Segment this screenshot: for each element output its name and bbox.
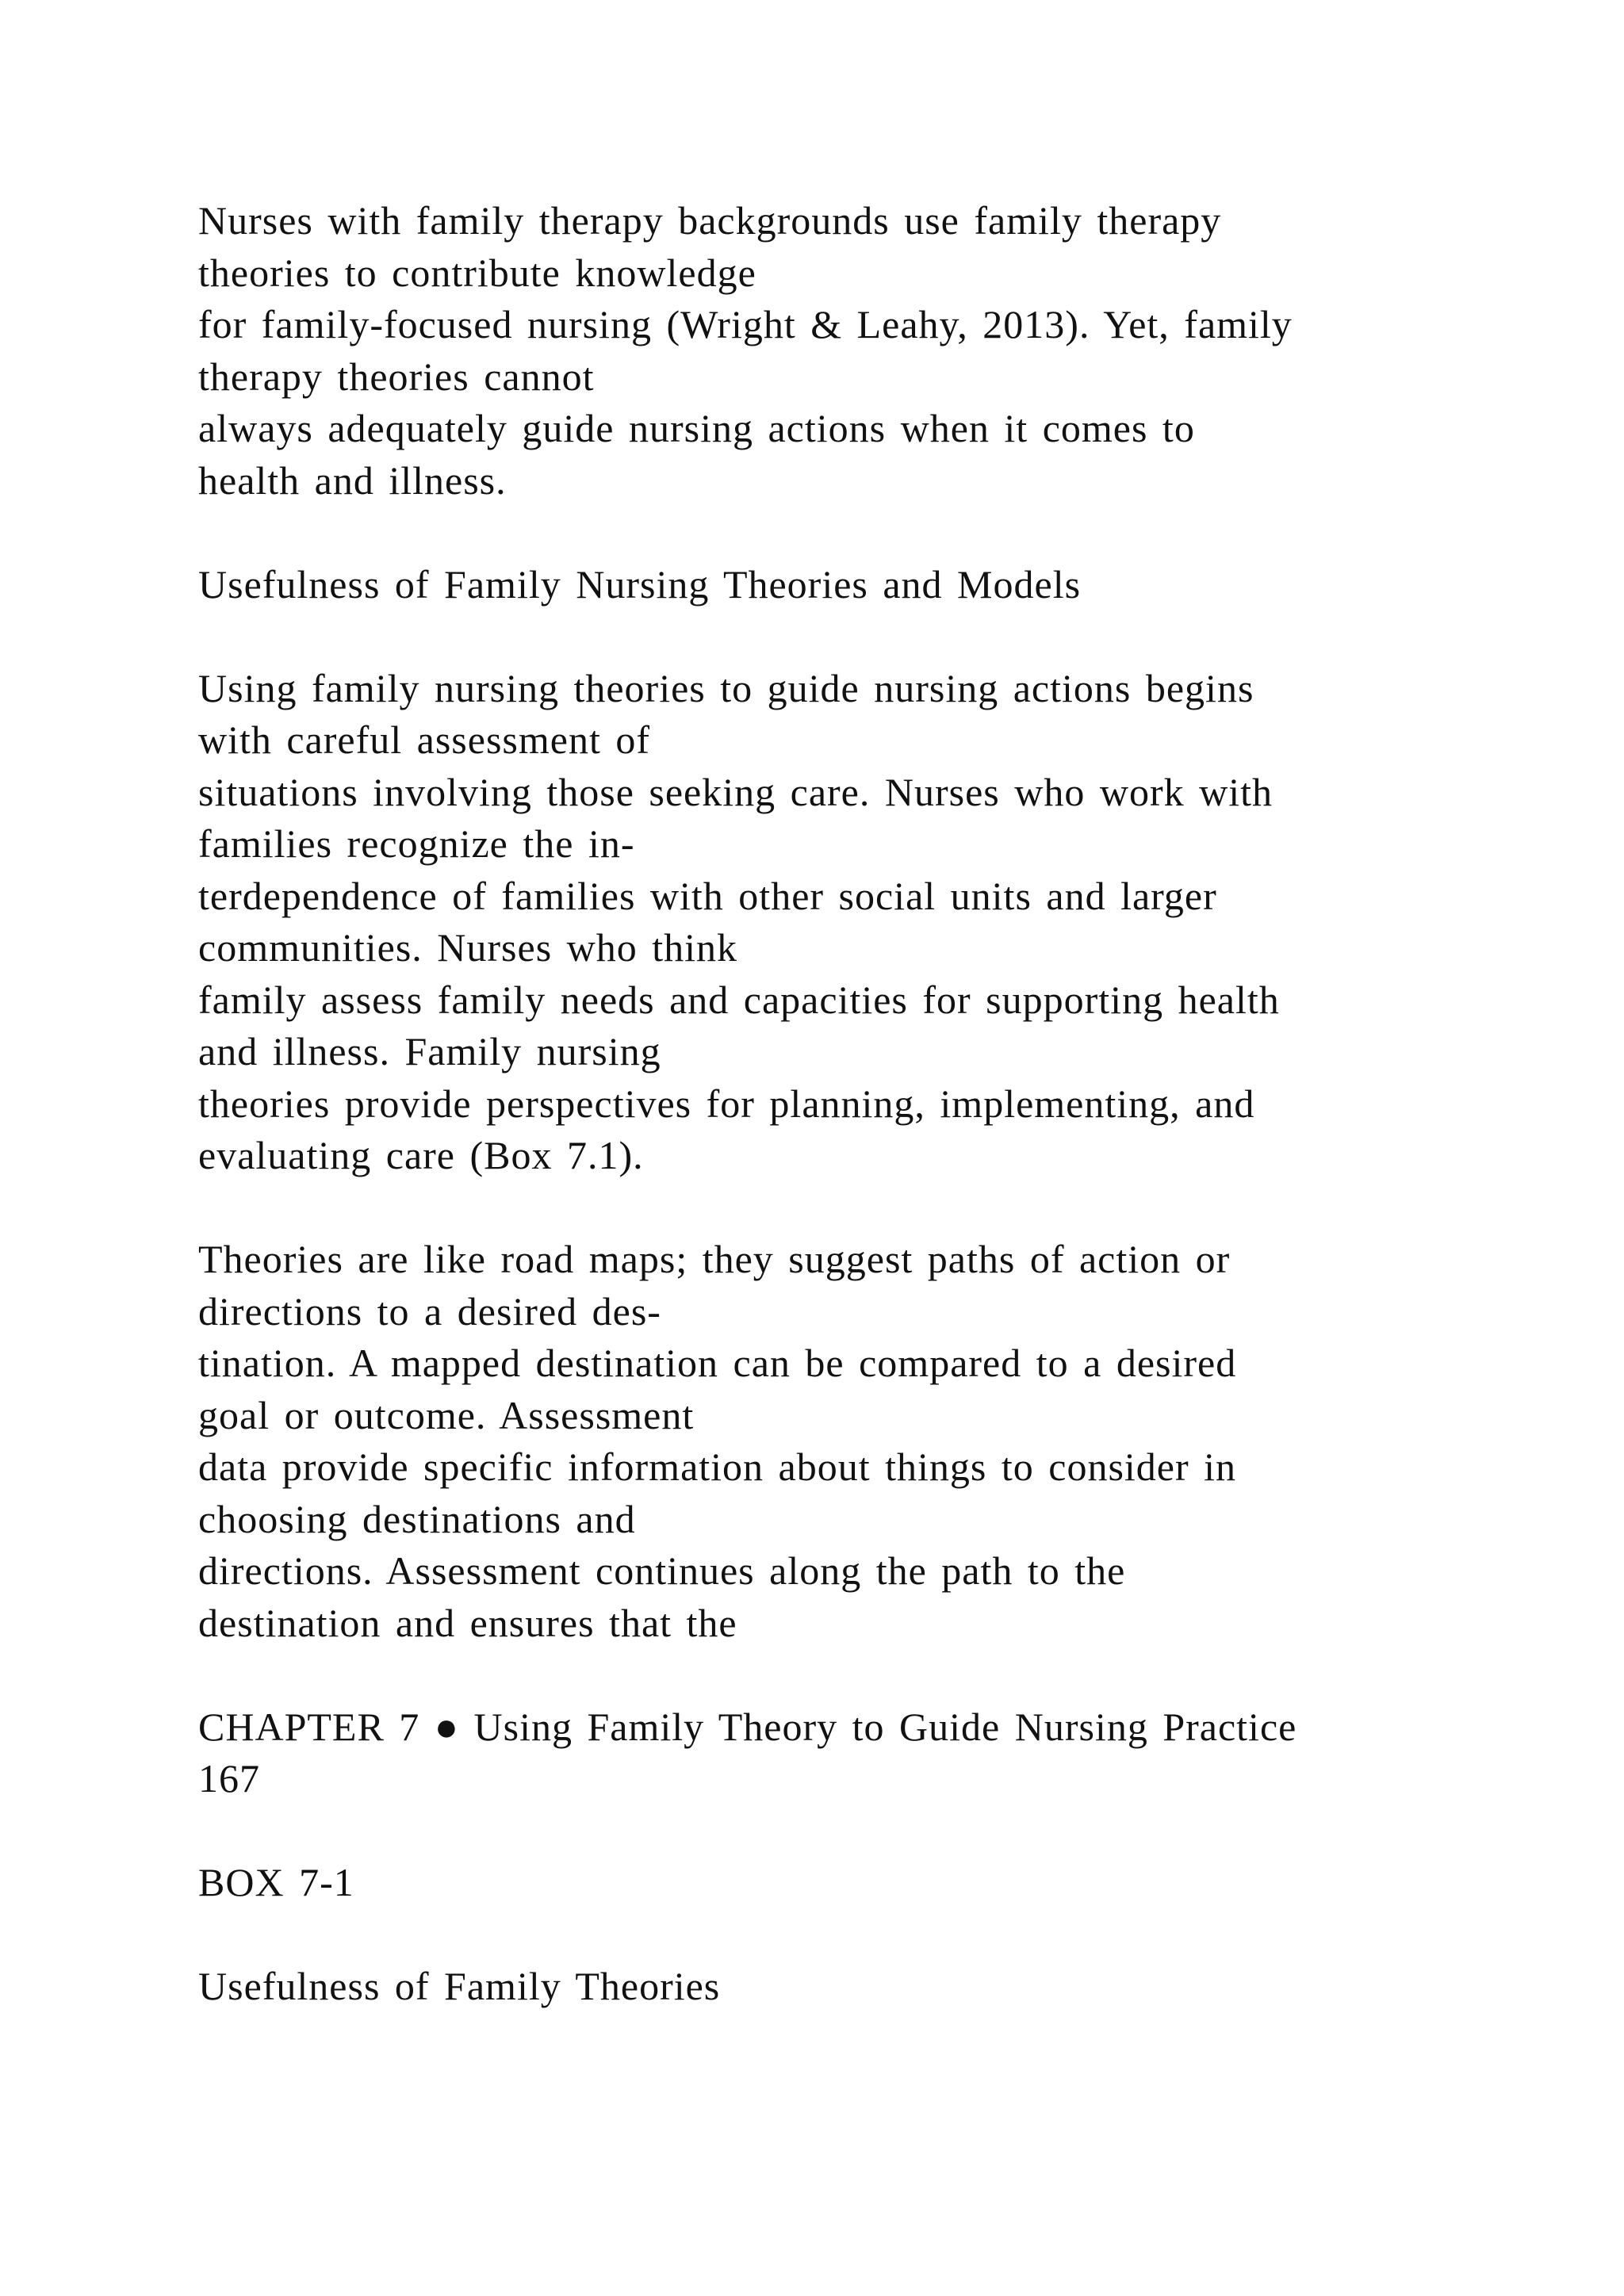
box-label-block [198,1857,1473,1909]
paragraph-assessment [198,663,1473,1182]
text-line: Using family nursing theories to guide nursing actions begins [198,665,1254,710]
text-line: directions. Assessment continues along the path to the [198,1548,1126,1593]
text-line: communities. Nurses who think [198,925,738,970]
text-line: theories to contribute knowledge [198,250,756,295]
blank-line [198,610,1473,663]
text-line: evaluating care (Box 7.1). [198,1133,644,1177]
running-header [198,1701,1473,1805]
blank-line [198,1649,1473,1701]
blank-line [198,507,1473,559]
text-line: always adequately guide nursing actions when it comes to [198,406,1195,450]
text-line: with careful assessment of [198,718,651,762]
box-title: Usefulness of Family Theories [198,1964,721,2008]
text-line: therapy theories cannot [198,354,595,399]
text-line: destination and ensures that the [198,1600,737,1645]
text-line: health and illness. [198,457,507,503]
blank-line [198,1805,1473,1858]
text-line: theories provide perspectives for planning, implementing, and [198,1081,1255,1126]
text-line: choosing destinations and [198,1496,636,1541]
blank-line [198,1182,1473,1234]
text-line: goal or outcome. Assessment [198,1392,695,1437]
box-label: BOX 7-1 [198,1860,354,1904]
text-line: Theories are like road maps; they suggest paths of action or [198,1237,1231,1281]
text-line: and illness. Family nursing [198,1029,661,1073]
text-line: for family-focused nursing (Wright & Leahy, 2013). Yet, family [198,302,1293,346]
running-header-title: CHAPTER 7 ● Using Family Theory to Guide Nursing Practice [198,1704,1297,1749]
paragraph-road-maps [198,1234,1473,1649]
text-line: tination. A mapped destination can be compared to a desired [198,1341,1237,1385]
text-line: data provide specific information about things to consider in [198,1445,1237,1489]
blank-line [198,1909,1473,1961]
section-heading [198,559,1473,611]
box-title-block [198,1961,1473,2013]
text-line: family assess family needs and capacities for supporting health [198,977,1280,1022]
text-line: situations involving those seeking care. Nurses who work with [198,769,1273,814]
paragraph-intro [198,195,1473,507]
text-line: Nurses with family therapy backgrounds use family therapy [198,198,1222,243]
text-line: terdependence of families with other social units and larger [198,873,1217,918]
text-line: families recognize the in- [198,821,635,866]
page-number: 167 [198,1756,260,1800]
text-line: directions to a desired des- [198,1288,661,1334]
heading-text: Usefulness of Family Nursing Theories and Models [198,561,1082,607]
